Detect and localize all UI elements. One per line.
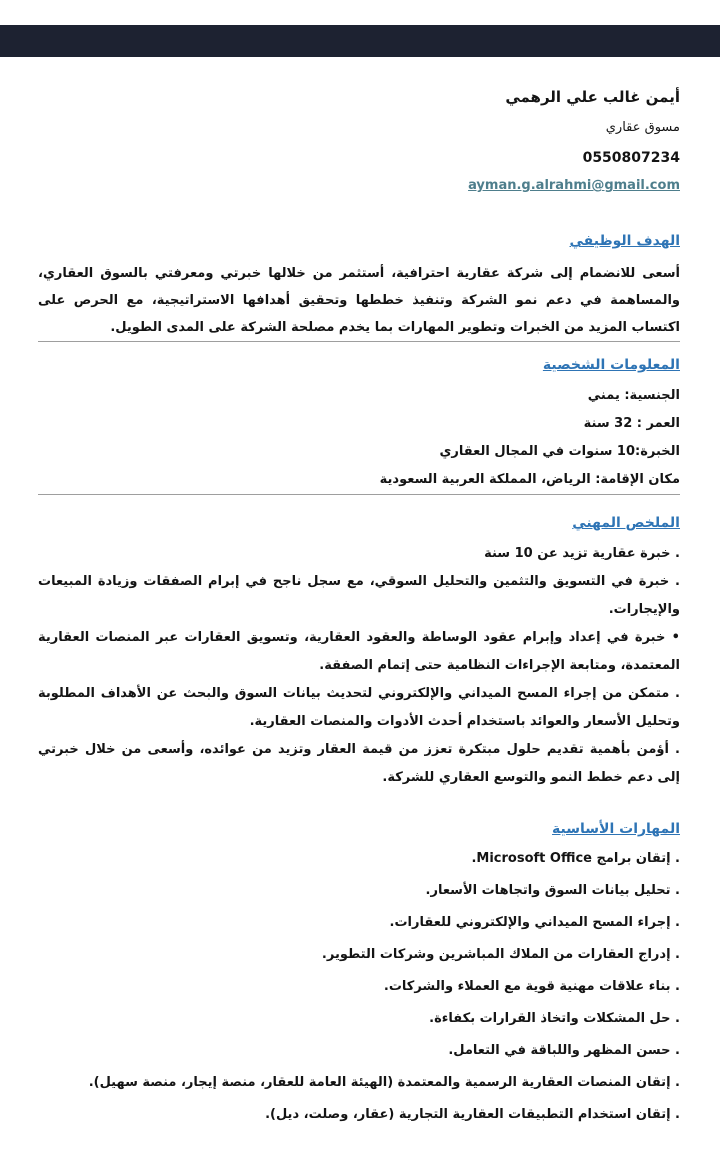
skill-item: . بناء علاقات مهنية قوية مع العملاء والشركات. (383, 979, 680, 994)
personal-info-list (38, 382, 680, 494)
personal-item-experience: الخبرة:10 سنوات في المجال العقاري (439, 444, 680, 459)
summary-item: • خبرة في إعداد وإبرام عقود الوساطة والعقود العقارية، وتسويق العقارات عبر المنصات العقارية المعتمدة، ومتابعة الإجراءات النظامية حتى إتمام الصفقة. (38, 630, 680, 673)
skills-list (38, 849, 680, 1125)
skill-item: . إتقان برامج Microsoft Office. (471, 851, 680, 866)
section-divider (38, 494, 680, 495)
summary-item: . أؤمن بأهمية تقديم حلول مبتكرة تعزز من قيمة العقار وتزيد من عوائده، وأسعى من خلال خبرتي إلى دعم خطط النمو والتوسع العقاري للشركة. (38, 742, 680, 785)
section-divider (38, 341, 680, 342)
job-title: مسوق عقاري (605, 120, 680, 135)
objective-paragraph: أسعى للانضمام إلى شركة عقارية احترافية، أستثمر من خلالها خبرتي ومعرفتي بالسوق العقاري، والمساهمة في دعم نمو الشركة وتنفيذ خططها وتحقيق أهدافها الاستراتيجية، مع الحرص على اكتساب المزيد من الخبرات وتطوير المهارات بما يخدم مصلحة الشركة على المدى الطويل. (38, 266, 680, 335)
skill-item: . إتقان استخدام التطبيقات العقارية التجارية (عقار، وصلت، ديل). (265, 1107, 680, 1122)
section-heading-personal: المعلومات الشخصية (542, 357, 680, 373)
personal-item-age: العمر : 32 سنة (583, 416, 680, 431)
resume-content (38, 86, 680, 1137)
skill-item: . إجراء المسح الميداني والإلكتروني للعقارات. (389, 915, 680, 930)
top-bar (0, 25, 720, 57)
phone-number: 0550807234 (582, 150, 680, 166)
email-link[interactable]: ayman.g.alrahmi@gmail.com (468, 178, 680, 193)
candidate-name: أيمن غالب علي الرهمي (505, 88, 680, 106)
skill-item: . حل المشكلات واتخاذ القرارات بكفاءة. (429, 1011, 680, 1026)
summary-item: . خبرة في التسويق والتثمين والتحليل السوقي، مع سجل ناجح في إبرام الصفقات وزيادة المبيعات والإيجارات. (38, 574, 680, 617)
summary-item: . خبرة عقارية تزيد عن 10 سنة (484, 546, 680, 561)
section-heading-summary: الملخص المهني (572, 515, 680, 531)
skill-item: . تحليل بيانات السوق واتجاهات الأسعار. (425, 883, 680, 898)
summary-list (38, 540, 680, 792)
skill-item: . إتقان المنصات العقارية الرسمية والمعتمدة (الهيئة العامة للعقار، منصة إيجار، منصة سهيل). (88, 1075, 680, 1090)
personal-item-nationality: الجنسية: يمني (587, 388, 680, 403)
skill-item: . إدراج العقارات من الملاك المباشرين وشركات التطوير. (321, 947, 680, 962)
section-heading-skills: المهارات الأساسية (552, 821, 680, 837)
section-heading-objective: الهدف الوظيفي (569, 233, 680, 249)
summary-item: . متمكن من إجراء المسح الميداني والإلكتروني لتحديث بيانات السوق والبحث عن الأهداف المطلوبة وتحليل الأسعار والعوائد باستخدام أحدث الأدوات والمنصات العقارية. (38, 686, 680, 729)
personal-item-residence: مكان الإقامة: الرياض، المملكة العربية السعودية (379, 472, 680, 487)
skill-item: . حسن المظهر واللباقة في التعامل. (448, 1043, 680, 1058)
